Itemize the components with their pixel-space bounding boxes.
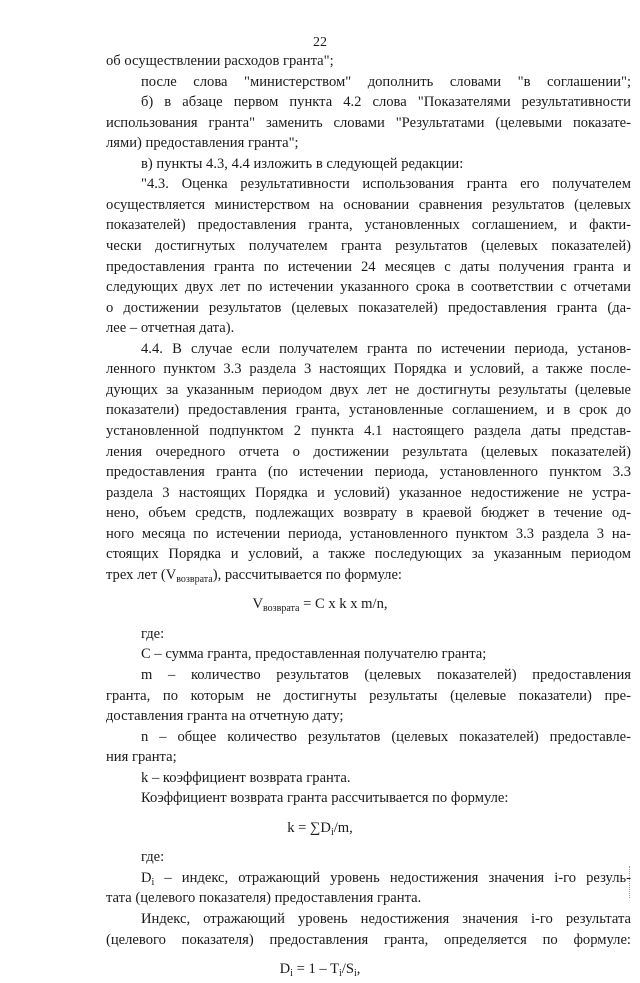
formula-expression: /S xyxy=(341,961,354,978)
di-subscript: i xyxy=(151,876,155,888)
text-line xyxy=(141,848,164,867)
text-line xyxy=(106,931,631,950)
text-fragment: ), рассчитывается по формуле: xyxy=(212,566,402,583)
text-line: лями) предоставления гранта"; xyxy=(106,135,299,152)
di-symbol: D xyxy=(141,869,152,886)
text-line: ного месяца по истечении периода, установленного пунктом 3.3 раздела 3 на- xyxy=(106,525,631,542)
text-line: показателей) предоставления гранта, установленных соглашением, и факти- xyxy=(106,217,631,234)
text-line: дующих за указанным периодом двух лет не достигнуты результаты (целевые xyxy=(106,381,631,398)
text-line: лее – отчетная дата). xyxy=(106,320,235,337)
formula-k xyxy=(0,819,640,842)
text-fragment: – индекс, отражающий уровень недостижения значения i-го резуль- xyxy=(154,869,631,886)
text-line: k – коэффициент возврата гранта. xyxy=(141,769,351,786)
text-line: гранта, по которым не достигнуты результаты (целевые показатели) пре- xyxy=(106,687,631,704)
text-line: нено, объем средств, подлежащих возврату в краевой бюджет в течение од- xyxy=(106,505,631,522)
formula-expression: /m, xyxy=(333,819,353,836)
formula-subscript: возврата xyxy=(263,603,300,615)
formula-expression: = C x k x m/n, xyxy=(299,596,388,613)
formula-symbol: V xyxy=(252,596,263,613)
formula-expression: , xyxy=(356,961,361,978)
text-fragment: Индекс, отражающий уровень недостижения значения i-го результата xyxy=(141,911,631,927)
text-fragment: (целевого показателя) предоставления гранта, определяется по формуле: xyxy=(106,931,631,948)
formula-subscript: i xyxy=(339,968,342,980)
text-line: показатели) предоставления гранта, установленные соглашением, и в срок до xyxy=(106,402,631,419)
formula-subscript: i xyxy=(290,968,293,980)
margin-mark xyxy=(629,866,633,898)
text-line: где: xyxy=(141,625,165,642)
text-line: Коэффициент возврата гранта рассчитывается по формуле: xyxy=(141,790,509,807)
text-line: доставления гранта на отчетную дату; xyxy=(106,708,344,724)
v-symbol-text: трех лет (V xyxy=(106,566,177,583)
text-fragment: где: xyxy=(141,849,165,866)
text-line: чески достигнутых получателем гранта результатов (целевых показателей) xyxy=(106,238,631,254)
text-line: после слова "министерством" дополнить словами "в соглашении"; xyxy=(141,73,631,90)
text-line: ления очередного отчета о достижении результата (целевых показателей) xyxy=(106,443,631,460)
text-line: предоставления гранта по истечении 24 месяцев с даты получения гранта и xyxy=(106,258,631,275)
text-fragment: тата (целевого показателя) предоставления гранта. xyxy=(106,890,422,907)
formula-d xyxy=(0,960,640,983)
text-line: б) в абзаце первом пункта 4.2 слова "Показателями результативности xyxy=(141,94,631,111)
text-line: стоящих Порядка и условий, а также последующих за указанным периодом xyxy=(106,546,631,563)
formula-expression: = 1 – T xyxy=(292,961,339,978)
text-line: m – количество результатов (целевых показателей) предоставления xyxy=(141,666,631,683)
formula-subscript: i xyxy=(330,826,334,838)
text-line: "4.3. Оценка результативности использования гранта его получателем xyxy=(141,176,631,193)
formula-symbol: D xyxy=(279,961,291,978)
text-line: ния гранта; xyxy=(106,749,177,766)
text-line: об осуществлении расходов гранта"; xyxy=(106,53,334,69)
v-subscript: возврата xyxy=(176,573,213,585)
text-line: осуществляется министерством на основании сравнения результатов (целевых xyxy=(106,196,631,213)
text-line: C – сумма гранта, предоставленная получателю гранта; xyxy=(141,646,487,663)
text-line: следующих двух лет по истечении указанного срока в соответствии с отчетами xyxy=(106,279,631,296)
text-line: 4.4. В случае если получателем гранта по истечении периода, установ- xyxy=(141,340,631,357)
text-line: о достижении результатов (целевых показателей) предоставления гранта (да- xyxy=(106,299,631,316)
text-line: установленной подпунктом 2 пункта 4.1 настоящего раздела даты представ- xyxy=(106,422,631,439)
text-line: ленного пунктом 3.3 раздела 3 настоящих Порядка и условий, а также после- xyxy=(106,361,631,378)
formula-v-return xyxy=(0,595,640,618)
page-number: 22 xyxy=(313,35,327,50)
text-line xyxy=(106,889,421,908)
text-line: в) пункты 4.3, 4.4 изложить в следующей редакции: xyxy=(141,155,464,172)
text-line: раздела 3 настоящих Порядка и условий) указанное недостижение не устра- xyxy=(106,484,631,501)
formula-subscript: i xyxy=(353,968,357,980)
text-line: n – общее количество результатов (целевых показателей) предоставле- xyxy=(141,728,631,745)
text-line: предоставления гранта (по истечении периода, установленного пунктом 3.3 xyxy=(106,464,631,480)
formula-expression: k = ∑D xyxy=(287,819,331,836)
text-line xyxy=(106,566,402,589)
text-line: использования гранта" заменить словами "Результатами (целевыми показате- xyxy=(106,114,631,131)
text-line xyxy=(141,910,631,929)
